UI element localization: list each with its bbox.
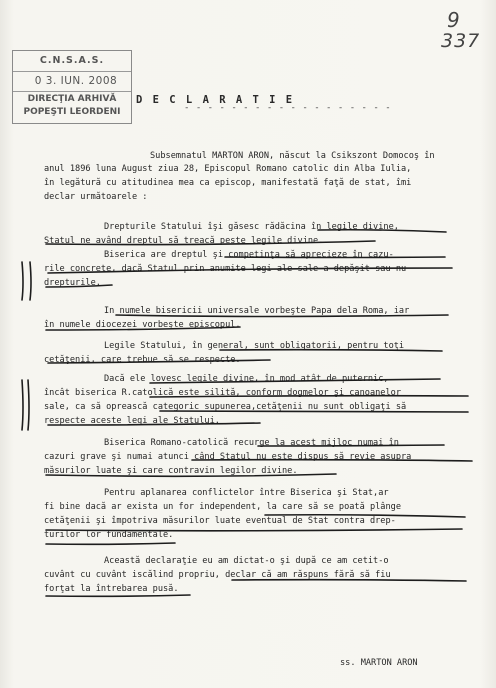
- stamp-dept-line2: POPEŞTI LEORDENI: [23, 107, 121, 117]
- body-line: forţat la întrebarea pusă.: [44, 584, 179, 594]
- document-title: D E C L A R A T I E: [136, 94, 295, 106]
- margin-bracket: [22, 380, 23, 430]
- body-line: măsurilor luate şi care contravin legilor divine.: [44, 466, 298, 476]
- body-line: sale, ca să oprească categoric supunerea,cetăţenii nu sunt obligaţi să: [44, 402, 407, 412]
- underline-mark: [46, 241, 375, 245]
- body-line: Subsemnatul MARTON ARON, născut la Csikszont Domocoş în: [150, 151, 435, 161]
- body-line: cazuri grave şi numai atunci când Statul nu este dispus să revie asupra: [44, 452, 412, 462]
- body-line: cetăţenii şi împotriva măsurilor luate eventual de Stat contra drep-: [44, 516, 396, 526]
- underline-mark: [46, 285, 112, 287]
- body-line: încât biserica R.catolică este silită, conform dogmelor şi canoanelor: [44, 388, 401, 398]
- handwritten-folio-number: 337: [441, 30, 481, 52]
- body-line: Pentru aplanarea conflictelor între Biserica şi Stat,ar: [104, 488, 389, 498]
- underline-mark: [46, 543, 175, 544]
- body-line: Biserica Romano-catolică recurge la acest mijloc numai în: [104, 438, 399, 448]
- body-line: Dacă ele lovesc legile divine, în mod atât de puternic,: [104, 374, 389, 384]
- underline-mark: [46, 327, 240, 330]
- body-line: Această declaraţie eu am dictat-o şi după ce am cetit-o: [104, 556, 389, 566]
- stamp-org: C.N.S.A.S.: [39, 55, 105, 66]
- underline-mark: [258, 445, 444, 446]
- body-line: turilor lor fundamentale.: [44, 530, 174, 540]
- title-underline: - - - - - - - - - - - - - - - - - -: [184, 103, 392, 113]
- underline-mark: [46, 595, 190, 596]
- underline-mark: [46, 474, 336, 476]
- body-line: drepturile.: [44, 278, 101, 288]
- underline-mark: [46, 529, 462, 531]
- body-line: Statul ne având dreptul să treacă peste legile divine.: [44, 236, 324, 246]
- body-line: fi bine dacă ar exista un for independent, la care să se poată plânge: [44, 502, 401, 512]
- body-line: Biserica are dreptul şi competinţa să aprecieze în cazu-: [104, 250, 394, 260]
- underline-mark: [225, 257, 445, 258]
- underline-mark: [48, 360, 270, 363]
- underline-mark: [48, 423, 260, 425]
- body-line: Legile Statului, în general, sunt obligatorii, pentru toţi: [104, 341, 405, 351]
- underline-mark: [116, 315, 448, 317]
- margin-bracket: [22, 262, 23, 300]
- underline-mark: [150, 396, 468, 397]
- body-line: în numele diocezei vorbeşte episcopul.: [44, 320, 241, 330]
- underline-mark: [192, 460, 472, 461]
- margin-bracket: [28, 380, 29, 430]
- underline-mark: [318, 230, 446, 232]
- underline-mark: [265, 515, 465, 517]
- body-line: anul 1896 luna August ziua 28, Episcopul Romano catolic din Alba Iulia,: [44, 164, 412, 174]
- margin-bracket: [30, 262, 31, 300]
- stamp-date: 0 3. IUN. 2008: [34, 75, 118, 87]
- signature-line: ss. MARTON ARON: [340, 658, 418, 668]
- body-line: în legătură cu atitudinea mea ca episcop, manifestată faţă de stat, îmi: [44, 178, 412, 188]
- handwritten-page-number: 9: [447, 8, 460, 32]
- stamp-dept-line1: DIRECŢIA ARHIVĂ: [27, 94, 117, 104]
- body-line: cetăţenii, care trebue să se respecte.: [44, 355, 241, 365]
- body-line: declar următoarele :: [44, 192, 148, 202]
- body-line: cuvânt cu cuvânt iscălind propriu, declar că am răspuns fără să fiu: [44, 570, 391, 580]
- underline-mark: [220, 350, 442, 351]
- underline-mark: [232, 580, 466, 581]
- underline-mark: [48, 268, 452, 273]
- body-line: In numele bisericii universale vorbeşte Papa dela Roma, iar: [104, 306, 410, 316]
- body-line: rile concrete, dacă Statul prin anumite legi ale sale a depăşit sau nu: [44, 264, 407, 274]
- underline-mark: [160, 411, 468, 412]
- body-line: Drepturile Statului îşi găsesc rădăcina în legile divine,: [104, 222, 399, 232]
- underline-mark: [150, 379, 440, 383]
- body-line: respecte aceste legi ale Statului.: [44, 416, 220, 426]
